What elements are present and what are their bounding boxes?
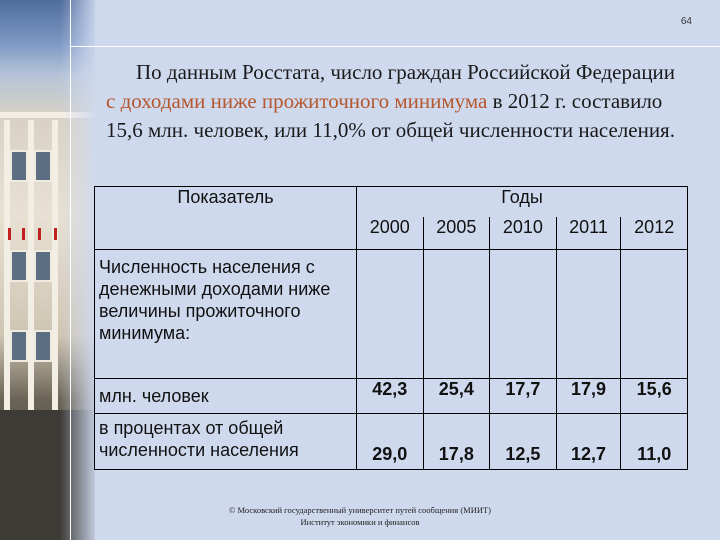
table-cell: 42,3 <box>357 379 424 414</box>
table-cell: 15,6 <box>621 379 688 414</box>
building-window <box>10 150 28 182</box>
row-label: в процентах от общей численности населения <box>95 414 357 470</box>
flag <box>38 228 41 240</box>
building-window <box>10 330 28 362</box>
footer-institute: Институт экономики и финансов <box>300 517 420 527</box>
building-window <box>34 150 52 182</box>
table-cell: 17,9 <box>556 379 621 414</box>
table-row <box>95 379 688 414</box>
flag <box>54 228 57 240</box>
flag <box>22 228 25 240</box>
empty-cell <box>621 250 688 379</box>
indicator-header: Показатель <box>95 187 357 250</box>
year-header: 2005 <box>423 217 490 250</box>
intro-highlight: с доходами ниже прожиточного минимума <box>106 89 488 113</box>
frame-vertical-line <box>70 0 71 540</box>
empty-cell <box>357 250 424 379</box>
section-label: Численность населения с денежными доходами ниже величины прожиточного минимума: <box>95 250 357 379</box>
building-window <box>34 250 52 282</box>
year-header: 2010 <box>490 217 557 250</box>
footer-copyright: © Московский государственный университет путей сообщения (МИИТ) <box>228 505 492 515</box>
building-window <box>34 330 52 362</box>
table-cell: 12,5 <box>490 414 557 470</box>
intro-text-part2: в 2012 г. составило 15,6 млн. человек, или 11,0% от общей численности населения. <box>106 89 675 142</box>
table-cell: 17,8 <box>423 414 490 470</box>
empty-cell <box>490 250 557 379</box>
footer <box>180 504 540 528</box>
empty-cell <box>423 250 490 379</box>
page-number: 64 <box>680 16 692 27</box>
year-header: 2000 <box>357 217 424 250</box>
table-cell: 25,4 <box>423 379 490 414</box>
photo-fade <box>60 0 95 540</box>
years-header: Годы <box>357 187 688 218</box>
table-cell: 17,7 <box>490 379 557 414</box>
table-cell: 11,0 <box>621 414 688 470</box>
poverty-table <box>94 186 688 470</box>
empty-cell <box>556 250 621 379</box>
building-column <box>52 120 58 420</box>
intro-paragraph <box>106 58 686 145</box>
frame-horizontal-line <box>70 46 720 47</box>
intro-text-part1: По данным Росстата, число граждан Российской Федерации <box>136 60 676 84</box>
row-label: млн. человек <box>95 379 357 414</box>
building-window <box>10 250 28 282</box>
year-header: 2011 <box>556 217 621 250</box>
flag <box>8 228 11 240</box>
year-header: 2012 <box>621 217 688 250</box>
building-photo <box>0 0 95 540</box>
table-cell: 29,0 <box>357 414 424 470</box>
table-cell: 12,7 <box>556 414 621 470</box>
table-row <box>95 414 688 470</box>
